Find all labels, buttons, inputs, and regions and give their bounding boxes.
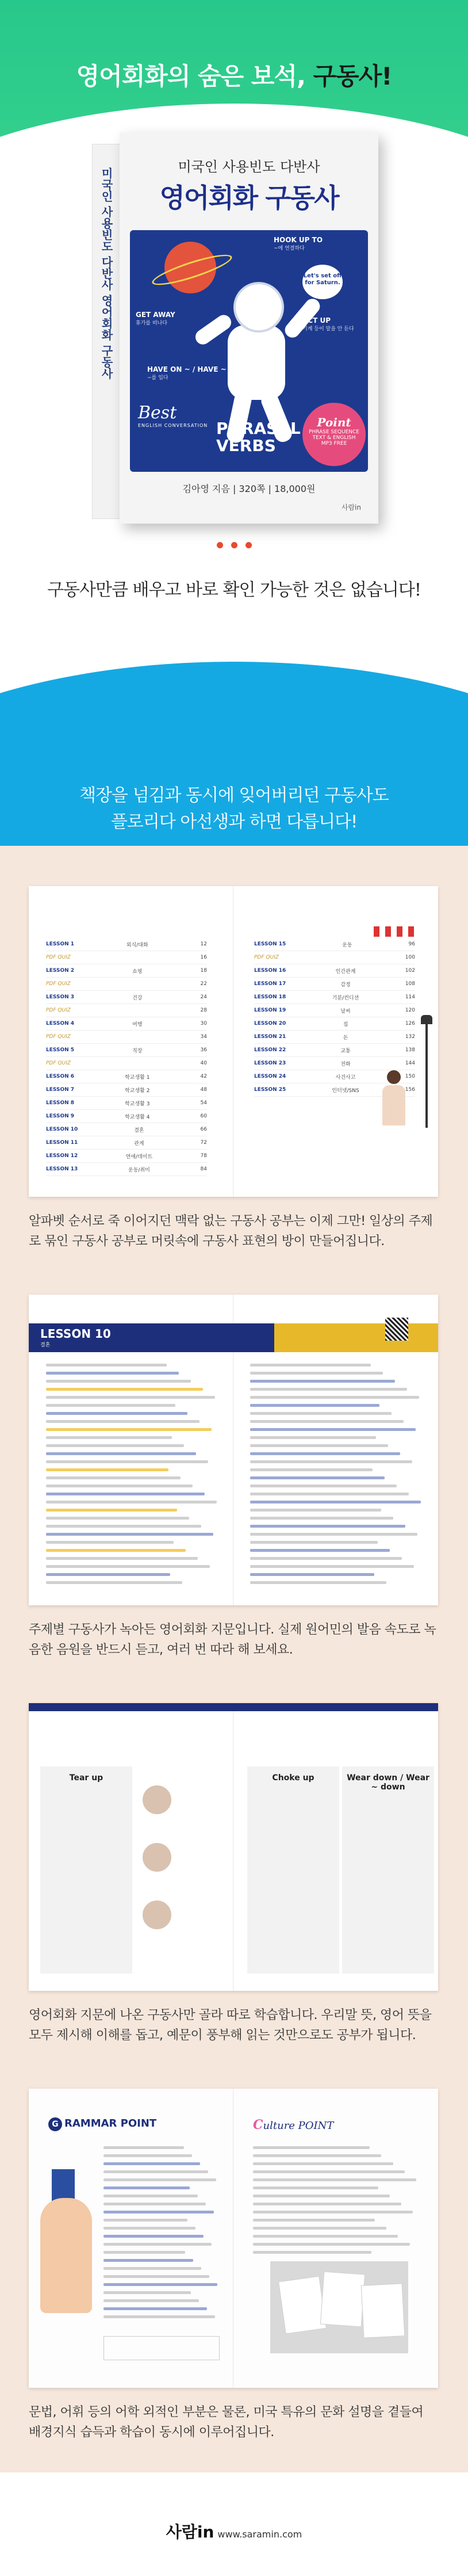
book-cover xyxy=(120,132,378,524)
text-line xyxy=(103,2154,192,2157)
text-line xyxy=(46,1509,177,1512)
toc-row: LESSON 13 운동/취미 84 xyxy=(46,1163,207,1176)
verb-card: Choke up xyxy=(247,1766,339,1974)
text-line xyxy=(250,1460,412,1463)
best-badge: Best ENGLISH CONVERSATION xyxy=(138,403,208,428)
text-line xyxy=(46,1581,182,1584)
grammar-spread xyxy=(29,2089,438,2388)
lesson-label: LESSON 10 xyxy=(40,1327,111,1341)
lesson-topic: 결혼 xyxy=(40,1342,51,1348)
text-line xyxy=(250,1493,409,1495)
text-line xyxy=(103,2186,190,2189)
footer xyxy=(0,2472,468,2576)
verbs-top-band xyxy=(29,1703,438,1711)
lead-text: 구동사만큼 배우고 바로 확인 가능한 것은 없습니다! xyxy=(47,580,421,600)
text-line xyxy=(103,2259,193,2262)
awning-illustration xyxy=(374,926,414,937)
text-line xyxy=(103,2315,215,2318)
text-line xyxy=(250,1509,381,1512)
text-line xyxy=(46,1380,191,1383)
text-line xyxy=(250,1501,421,1503)
text-line xyxy=(103,2251,185,2254)
qr-code-icon xyxy=(385,1318,408,1341)
toc-row: PDF QUIZ 22 xyxy=(46,978,207,991)
text-line xyxy=(250,1476,385,1479)
text-line xyxy=(103,2195,198,2197)
toc-row: PDF QUIZ 100 xyxy=(254,951,415,964)
text-line xyxy=(46,1444,184,1447)
banner-text: 책장을 넘김과 동시에 잊어버리던 구동사도 플로리다 아선생과 하면 다릅니다! xyxy=(79,785,389,832)
lesson-caption: 주제별 구동사가 녹아든 영어회화 지문입니다. 실제 원어민의 발음 속도로 녹음한 음원을 반드시 듣고, 여러 번 따라 해 보세요. xyxy=(29,1623,436,1657)
blue-banner xyxy=(0,662,468,846)
culture-point-title: Culture POINT xyxy=(253,2117,334,2132)
toc-row: LESSON 18 기분/컨디션 114 xyxy=(254,991,415,1004)
grammar-caption: 문법, 어휘 등의 어학 외적인 부분은 물론, 미국 특유의 문화 설명을 곁들여 배경지식 습득과 학습이 동시에 이루어집니다. xyxy=(29,2405,424,2440)
text-line xyxy=(46,1396,215,1399)
text-line xyxy=(250,1380,395,1383)
text-line xyxy=(253,2243,410,2246)
verb-card: Wear down / Wear ~ down xyxy=(342,1766,434,1974)
text-line xyxy=(253,2219,375,2222)
street-lamp-illustration xyxy=(425,1024,428,1128)
toc-row: LESSON 19 날씨 120 xyxy=(254,1004,415,1017)
dialogue-text xyxy=(46,1364,218,1589)
toc-row: LESSON 21 돈 132 xyxy=(254,1031,415,1044)
toc-row: LESSON 9 학교생활 4 60 xyxy=(46,1110,207,1123)
text-line xyxy=(46,1388,203,1391)
toc-row: LESSON 17 감정 108 xyxy=(254,978,415,991)
text-line xyxy=(250,1533,417,1536)
toc-row: LESSON 2 쇼핑 18 xyxy=(46,964,207,978)
text-line xyxy=(250,1436,376,1439)
text-line xyxy=(253,2170,405,2173)
text-line xyxy=(253,2203,401,2205)
book-title: 영어회화 구동사 xyxy=(159,182,339,213)
text-line xyxy=(250,1565,414,1568)
toc-row: LESSON 10 결혼 66 xyxy=(46,1123,207,1136)
text-line xyxy=(46,1484,193,1487)
text-line xyxy=(103,2291,191,2294)
text-line xyxy=(46,1372,179,1375)
toc-spread xyxy=(29,886,438,1197)
toc-row: LESSON 8 학교생활 3 54 xyxy=(46,1097,207,1110)
text-line xyxy=(46,1452,196,1455)
text-line xyxy=(46,1501,217,1503)
translation-text xyxy=(250,1364,423,1589)
text-line xyxy=(46,1404,175,1407)
text-line xyxy=(253,2235,398,2238)
verb-card: Tear up xyxy=(40,1766,132,1974)
hand-illustration xyxy=(40,2198,92,2313)
book-spine-title: 미국인 사용빈도 다반사 영어회화 구동사 xyxy=(99,167,113,379)
text-line xyxy=(250,1517,393,1520)
text-line xyxy=(46,1493,205,1495)
text-line xyxy=(250,1420,404,1423)
toc-row: PDF QUIZ 34 xyxy=(46,1031,207,1044)
toc-row: PDF QUIZ 28 xyxy=(46,1004,207,1017)
toc-row: LESSON 22 교통 138 xyxy=(254,1044,415,1057)
toc-row: LESSON 12 연애/데이트 78 xyxy=(46,1150,207,1163)
toc-caption: 알파벳 순서로 죽 이어지던 맥락 없는 구동사 공부는 이제 그만! 일상의 주제로 묶인 구동사 공부로 머릿속에 구동사 표현의 방이 만들어집니다. xyxy=(29,1214,433,1249)
text-line xyxy=(250,1452,400,1455)
lesson-spread xyxy=(29,1295,438,1605)
astronaut-helmet-icon xyxy=(233,282,284,333)
book-publisher: 사람in xyxy=(341,503,361,512)
text-line xyxy=(253,2146,370,2149)
person-photo xyxy=(141,1784,173,1816)
toc-row: LESSON 11 관계 72 xyxy=(46,1136,207,1150)
toc-row: LESSON 20 집 126 xyxy=(254,1017,415,1031)
phrase-get-away: GET AWAY 휴가를 떠나다 xyxy=(136,311,175,326)
phrase-have-on: HAVE ON ~ / HAVE ~ ON ~를 입다 xyxy=(147,365,241,381)
toc-row: LESSON 7 학교생활 2 48 xyxy=(46,1083,207,1097)
text-line xyxy=(250,1525,405,1528)
hero-section xyxy=(0,0,468,575)
text-line xyxy=(103,2307,207,2310)
text-line xyxy=(250,1388,407,1391)
book-info: 김아영 지음 | 320쪽 | 18,000원 xyxy=(182,483,316,494)
text-line xyxy=(253,2211,413,2214)
text-line xyxy=(46,1436,172,1439)
toc-row: PDF QUIZ 40 xyxy=(46,1057,207,1070)
text-line xyxy=(250,1541,378,1544)
verbs-spread xyxy=(29,1703,438,1991)
text-line xyxy=(103,2211,214,2214)
book-spine xyxy=(92,144,121,519)
toc-row: LESSON 23 전화 144 xyxy=(254,1057,415,1070)
person-photo xyxy=(141,1899,173,1931)
card-photo xyxy=(270,2261,408,2353)
text-line xyxy=(250,1404,379,1407)
dot-icon xyxy=(231,542,237,548)
hero-headline-prefix: 영어회화의 숨은 보석, xyxy=(76,62,313,90)
text-line xyxy=(253,2178,416,2181)
hero-headline-accent: 구동사! xyxy=(313,62,392,90)
phrase-act-up: ACT UP 기계 등이 말을 안 듣다 xyxy=(302,316,354,332)
text-line xyxy=(103,2178,216,2181)
person-photo xyxy=(141,1841,173,1873)
book-cover-art xyxy=(130,230,368,472)
note-box xyxy=(103,2336,220,2360)
text-line xyxy=(46,1565,210,1568)
verbs-caption: 영어회화 지문에 나온 구동사만 골라 따로 학습합니다. 우리말 뜻, 영어 뜻을 모두 제시해 이해를 돕고, 예문이 풍부해 읽는 것만으로도 공부가 됩니다. xyxy=(29,2008,432,2043)
text-line xyxy=(46,1541,174,1544)
text-line xyxy=(250,1412,392,1415)
text-line xyxy=(250,1581,386,1584)
text-line xyxy=(103,2243,212,2246)
text-line xyxy=(103,2283,217,2286)
text-line xyxy=(103,2235,204,2238)
hero-headline xyxy=(0,58,468,92)
text-line xyxy=(46,1557,198,1560)
phrase-set-off: SET OFF 여정을 출발하다 xyxy=(239,374,276,390)
grammar-text xyxy=(103,2146,218,2323)
dot-icon xyxy=(245,542,252,548)
text-line xyxy=(250,1557,402,1560)
toc-row: LESSON 1 외식/대화 12 xyxy=(46,938,207,951)
phrase-hook-up: HOOK UP TO ~에 연결하다 xyxy=(274,236,323,251)
point-badge: Point PHRASE SEQUENCE TEXT & ENGLISH MP3 FREE xyxy=(302,403,366,466)
toc-row: LESSON 5 직장 36 xyxy=(46,1044,207,1057)
text-line xyxy=(46,1476,181,1479)
text-line xyxy=(103,2203,206,2205)
text-line xyxy=(250,1549,390,1552)
book-subtitle: 미국인 사용빈도 다반사 xyxy=(178,159,320,175)
text-line xyxy=(253,2251,371,2254)
text-line xyxy=(46,1364,167,1367)
text-line xyxy=(46,1533,213,1536)
phrasal-verbs-title: PHRASAL VERBS xyxy=(216,419,301,455)
text-line xyxy=(46,1549,186,1552)
culture-text xyxy=(253,2146,420,2259)
text-line xyxy=(46,1460,208,1463)
dot-icon xyxy=(217,542,223,548)
girl-illustration xyxy=(379,1070,408,1139)
book-image xyxy=(92,132,391,524)
toc-row: LESSON 15 운동 96 xyxy=(254,938,415,951)
text-line xyxy=(253,2195,390,2197)
text-line xyxy=(46,1525,201,1528)
text-line xyxy=(46,1573,170,1576)
text-line xyxy=(250,1428,416,1431)
feature-section xyxy=(0,846,468,2472)
toc-row: LESSON 6 학교생활 1 42 xyxy=(46,1070,207,1083)
toc-row: LESSON 3 건강 24 xyxy=(46,991,207,1004)
text-line xyxy=(253,2154,381,2157)
speech-bubble: Let's set off for Saturn. xyxy=(302,265,343,299)
text-line xyxy=(253,2186,378,2189)
text-line xyxy=(250,1396,419,1399)
separator-dots xyxy=(0,540,468,551)
text-line xyxy=(250,1484,397,1487)
publisher-logo[interactable]: 사람in www.saramin.com xyxy=(166,2522,302,2541)
toc-row: LESSON 25 인터넷/SNS 156 xyxy=(254,1083,415,1097)
text-line xyxy=(103,2227,195,2230)
text-line xyxy=(46,1468,168,1471)
grammar-point-title: G RAMMAR POINT xyxy=(48,2117,156,2131)
text-line xyxy=(103,2162,200,2165)
toc-left-column xyxy=(46,938,207,1176)
toc-row: LESSON 24 사건사고 150 xyxy=(254,1070,415,1083)
text-line xyxy=(253,2162,393,2165)
text-line xyxy=(253,2227,386,2230)
text-line xyxy=(103,2299,199,2302)
text-line xyxy=(46,1517,189,1520)
text-line xyxy=(46,1428,212,1431)
text-line xyxy=(46,1420,200,1423)
text-line xyxy=(250,1372,383,1375)
text-line xyxy=(250,1468,373,1471)
text-line xyxy=(103,2146,184,2149)
toc-row: LESSON 4 여행 30 xyxy=(46,1017,207,1031)
text-line xyxy=(250,1444,388,1447)
text-line xyxy=(103,2170,208,2173)
toc-row: PDF QUIZ 16 xyxy=(46,951,207,964)
text-line xyxy=(250,1573,374,1576)
text-line xyxy=(103,2219,187,2222)
text-line xyxy=(250,1364,371,1367)
text-line xyxy=(103,2275,209,2278)
text-line xyxy=(103,2267,201,2270)
text-line xyxy=(46,1412,187,1415)
toc-row: LESSON 16 인간관계 102 xyxy=(254,964,415,978)
